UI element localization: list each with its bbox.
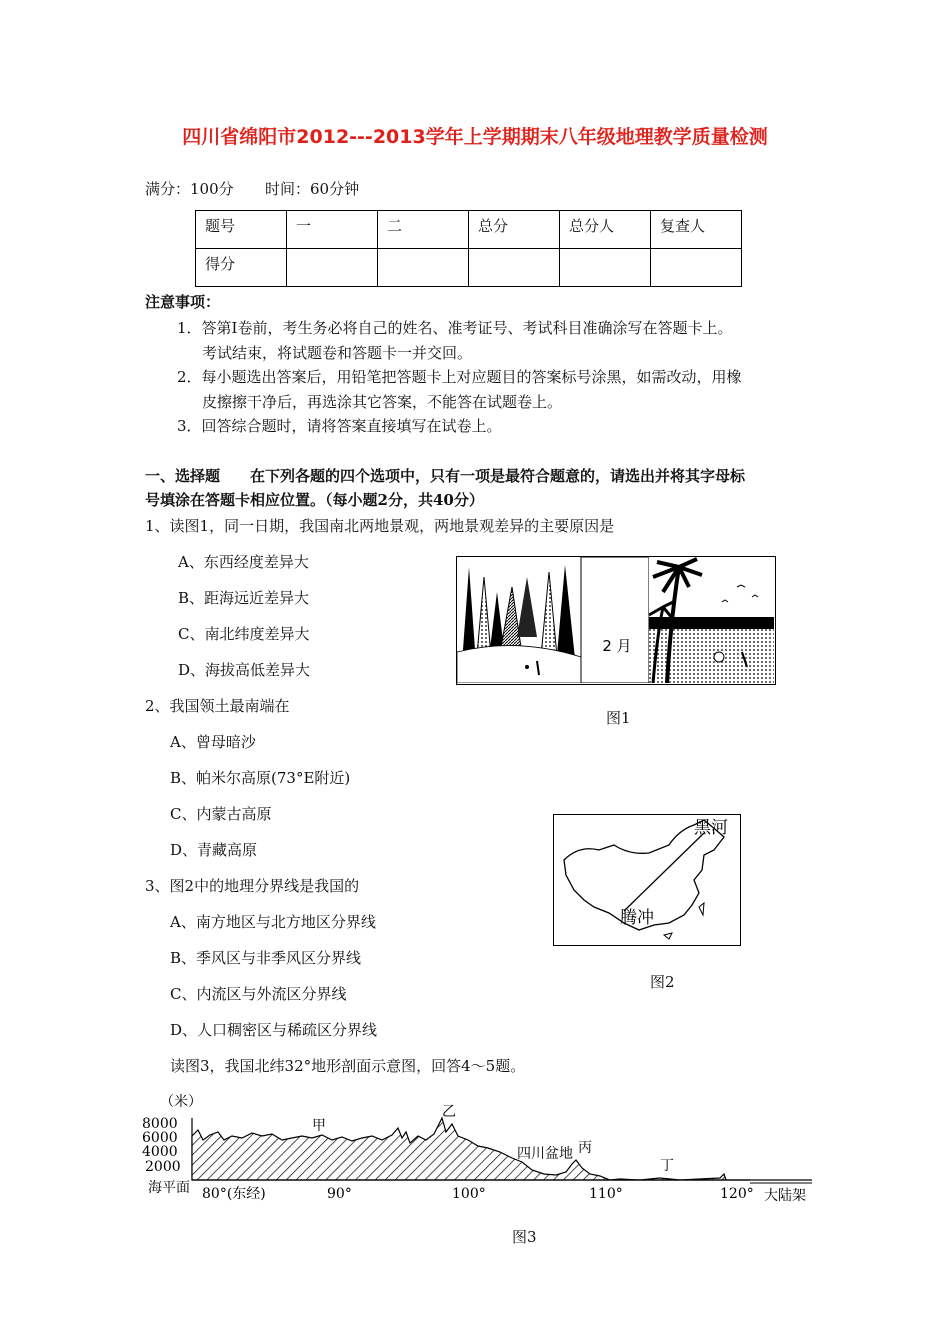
option: C、内蒙古高原 xyxy=(170,805,272,823)
x-tick: 110° xyxy=(589,1186,623,1202)
table-cell: 二 xyxy=(378,211,469,249)
note-item: 皮擦擦干净后，再选涂其它答案，不能答在试题卷上。 xyxy=(202,393,563,411)
hainan-island xyxy=(664,933,672,939)
landscape-illustration xyxy=(457,557,774,683)
x-tick: 90° xyxy=(327,1186,352,1202)
reading-prompt: 读图3，我国北纬32°地形剖面示意图，回答4～5题。 xyxy=(170,1057,526,1075)
table-cell: 得分 xyxy=(196,249,287,287)
y-tick: 4000 xyxy=(142,1144,178,1160)
option: D、人口稠密区与稀疏区分界线 xyxy=(170,1021,378,1039)
terrain-profile xyxy=(140,1088,820,1213)
x-tick: 120° xyxy=(720,1186,754,1202)
table-cell[interactable] xyxy=(560,249,651,287)
question-stem: 1、读图1，同一日期，我国南北两地景观，两地景观差异的主要原因是 xyxy=(145,517,615,535)
option: A、东西经度差异大 xyxy=(178,553,309,571)
full-score: 满分：100分 xyxy=(145,180,234,198)
table-cell: 题号 xyxy=(196,211,287,249)
table-cell[interactable] xyxy=(651,249,742,287)
table-row xyxy=(196,211,742,249)
option: A、曾母暗沙 xyxy=(170,733,256,751)
option: B、帕米尔高原(73°E附近) xyxy=(170,769,351,787)
y-unit: （米） xyxy=(160,1094,202,1110)
y-tick: 2000 xyxy=(145,1159,181,1175)
figure-1 xyxy=(456,556,776,685)
label-sichuan-basin: 四川盆地 xyxy=(517,1146,573,1162)
y-tick: 8000 xyxy=(142,1116,178,1132)
tropical-scene xyxy=(649,557,774,683)
table-cell: 总分 xyxy=(469,211,560,249)
option: D、青藏高原 xyxy=(170,841,258,859)
option: B、季风区与非季风区分界线 xyxy=(170,949,362,967)
option: A、南方地区与北方地区分界线 xyxy=(170,913,376,931)
y-tick: 6000 xyxy=(142,1130,178,1146)
table-cell: 复查人 xyxy=(651,211,742,249)
tengchong-label: 腾冲 xyxy=(620,908,654,928)
x-tick: 80°(东经) xyxy=(202,1186,266,1202)
exam-time: 时间：60分钟 xyxy=(265,180,360,198)
page-title: 四川省绵阳市2012---2013学年上学期期末八年级地理教学质量检测 xyxy=(182,126,768,148)
label-yi: 乙 xyxy=(442,1104,456,1120)
figure-3 xyxy=(140,1088,820,1213)
label-ding: 丁 xyxy=(660,1158,674,1174)
sea-level-label: 海平面 xyxy=(148,1180,190,1196)
figure-2-caption: 图2 xyxy=(650,973,675,991)
score-table xyxy=(195,210,742,287)
label-jia: 甲 xyxy=(312,1118,326,1134)
table-cell: 总分人 xyxy=(560,211,651,249)
notes-heading: 注意事项： xyxy=(145,293,221,311)
note-item: 3．回答综合题时，请将答案直接填写在试卷上。 xyxy=(177,417,502,435)
section-heading: 号填涂在答题卡相应位置。（每小题2分，共40分） xyxy=(145,491,484,509)
note-item: 1．答第Ⅰ卷前，考生务必将自己的姓名、准考证号、考试科目准确涂写在答题卡上。 xyxy=(177,319,733,337)
option: C、南北纬度差异大 xyxy=(178,625,310,643)
note-item: 考试结束，将试题卷和答题卡一并交回。 xyxy=(202,344,473,362)
figure-3-caption: 图3 xyxy=(512,1228,537,1246)
section-heading: 一、选择题 在下列各题的四个选项中，只有一项是最符合题意的，请选出并将其字母标 xyxy=(145,467,746,485)
table-cell[interactable] xyxy=(469,249,560,287)
label-bing: 丙 xyxy=(578,1140,592,1156)
shelf-label: 大陆架 xyxy=(764,1188,806,1204)
table-cell: 一 xyxy=(287,211,378,249)
month-label: 2 月 xyxy=(602,637,632,655)
heihe-label: 黑河 xyxy=(694,818,728,838)
option: D、海拔高低差异大 xyxy=(178,661,311,679)
figure-1-caption: 图1 xyxy=(606,709,631,727)
note-item: 2．每小题选出答案后，用铅笔把答题卡上对应题目的答案标号涂黑，如需改动，用橡 xyxy=(177,368,742,386)
x-tick: 100° xyxy=(452,1186,486,1202)
china-map xyxy=(554,815,739,944)
table-cell[interactable] xyxy=(378,249,469,287)
question-stem: 3、图2中的地理分界线是我国的 xyxy=(145,877,360,895)
table-row xyxy=(196,249,742,287)
option: C、内流区与外流区分界线 xyxy=(170,985,347,1003)
option: B、距海远近差异大 xyxy=(178,589,310,607)
taiwan-island xyxy=(699,903,704,915)
figure-2 xyxy=(553,814,741,946)
snow-forest xyxy=(457,557,581,683)
question-stem: 2、我国领土最南端在 xyxy=(145,697,290,715)
table-cell[interactable] xyxy=(287,249,378,287)
